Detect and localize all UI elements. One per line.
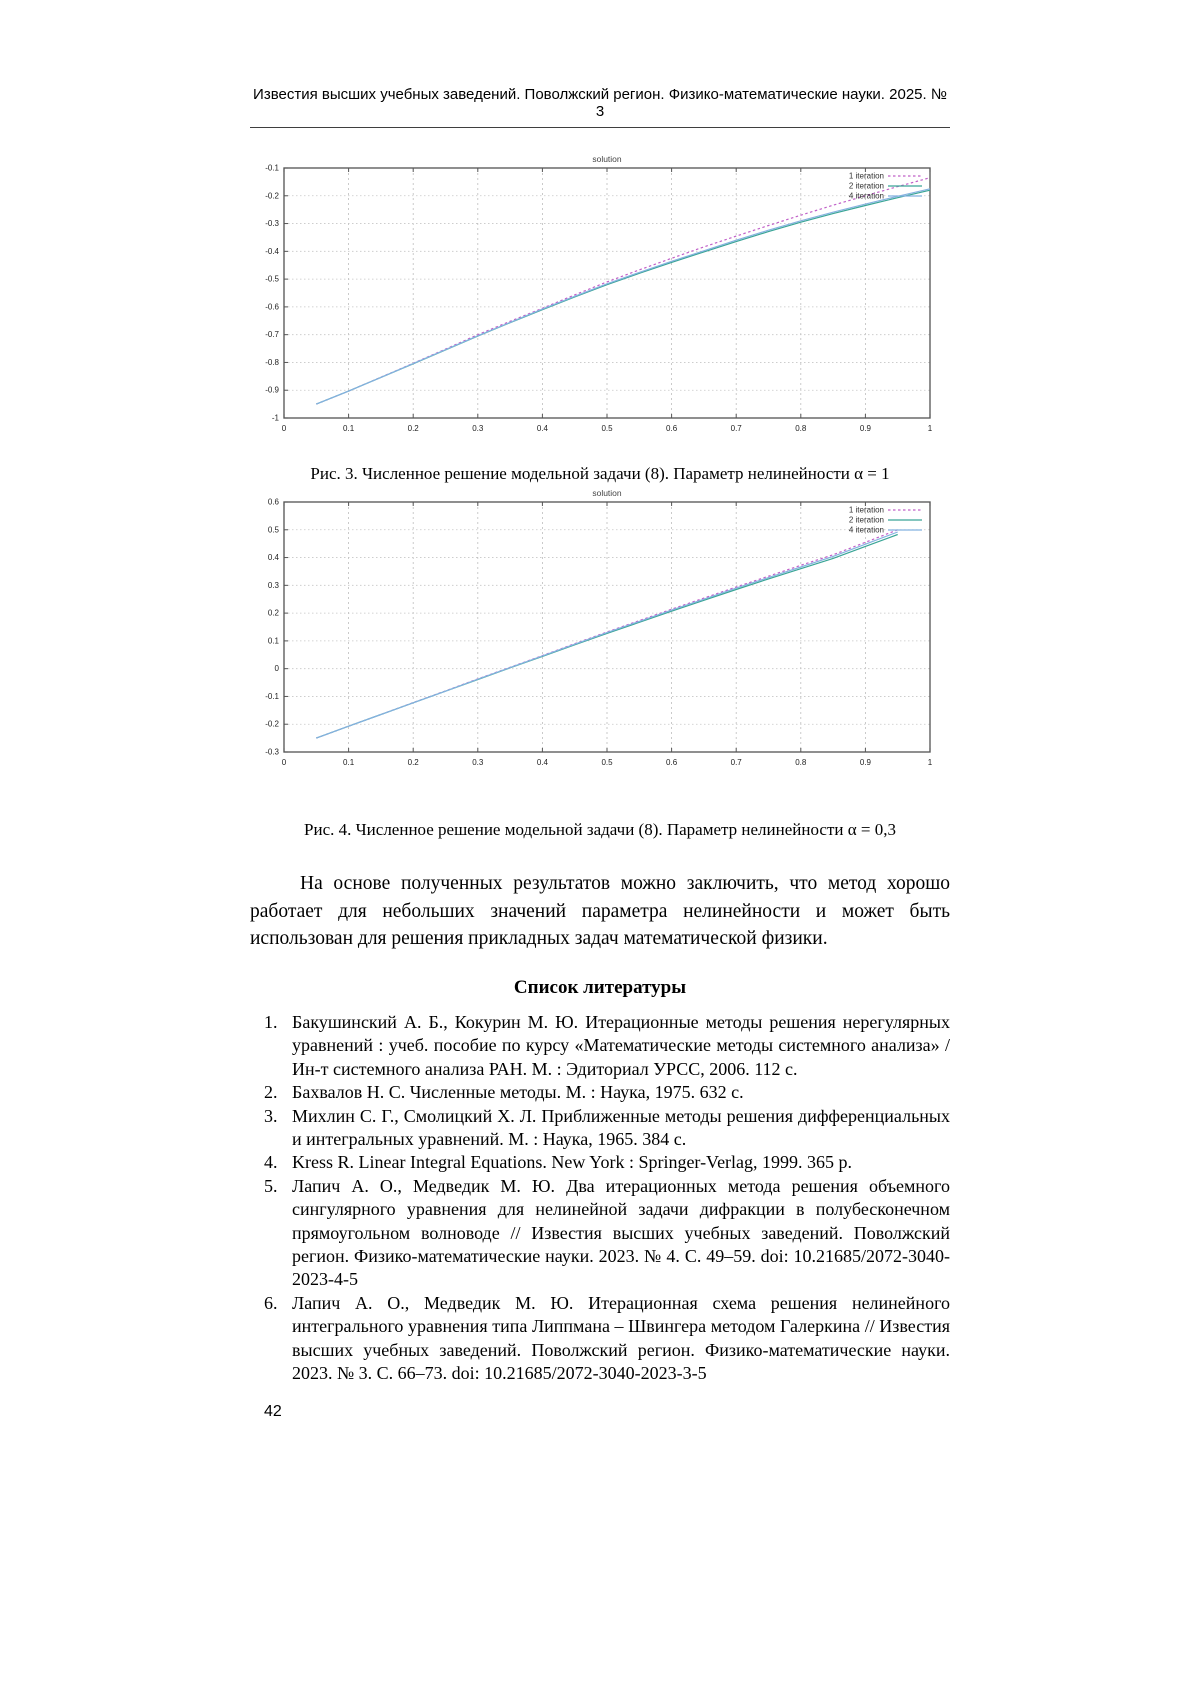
reference-item: Kress R. Linear Integral Equations. New York : Springer-Verlag, 1999. 365 p. <box>292 1152 853 1173</box>
svg-text:0.1: 0.1 <box>343 424 355 433</box>
svg-text:4 iteration: 4 iteration <box>848 191 884 201</box>
svg-text:1: 1 <box>927 758 933 767</box>
figure-3-caption: Рис. 3. Численное решение модельной задачи (8). Параметр нелинейности α = 1 <box>310 464 890 483</box>
svg-text:0.1: 0.1 <box>343 758 355 767</box>
svg-text:-0.2: -0.2 <box>265 719 279 729</box>
svg-text:-0.2: -0.2 <box>265 191 279 201</box>
svg-text:-0.5: -0.5 <box>265 274 279 284</box>
figure-3 <box>250 152 950 484</box>
svg-text:0.9: 0.9 <box>859 424 871 433</box>
svg-text:-1: -1 <box>271 413 279 423</box>
svg-text:0.3: 0.3 <box>267 580 279 590</box>
svg-text:-0.4: -0.4 <box>265 246 279 256</box>
svg-text:0.6: 0.6 <box>267 497 279 507</box>
svg-text:0.6: 0.6 <box>666 424 678 433</box>
journal-running-header: Известия высших учебных заведений. Поволжский регион. Физико-математические науки. 2025. № 3 <box>250 0 950 128</box>
references-heading: Список литературы <box>513 977 687 999</box>
svg-text:0.9: 0.9 <box>859 758 871 767</box>
reference-item: Бахвалов Н. С. Численные методы. М. : Наука, 1975. 632 с. <box>292 1082 744 1103</box>
solution-chart-alpha-1 <box>250 152 950 446</box>
svg-text:2 iteration: 2 iteration <box>848 515 884 525</box>
content-column <box>250 0 950 1421</box>
figure-4-caption: Рис. 4. Численное решение модельной задачи (8). Параметр нелинейности α = 0,3 <box>304 820 896 839</box>
svg-text:0.1: 0.1 <box>267 636 279 646</box>
svg-text:0.7: 0.7 <box>730 758 742 767</box>
svg-text:-0.1: -0.1 <box>265 691 279 701</box>
svg-text:0.4: 0.4 <box>267 553 279 563</box>
svg-text:2 iteration: 2 iteration <box>848 181 884 191</box>
svg-text:solution: solution <box>592 154 622 164</box>
svg-text:-0.7: -0.7 <box>265 330 279 340</box>
svg-text:-0.6: -0.6 <box>265 302 279 312</box>
reference-item: Лапич А. О., Медведик М. Ю. Итерационная схема решения нелинейного интегрального уравнения типа Липпмана – Швингера методом Галеркина // Известия высших учебных заведений. Поволжский регион. Физико-математические науки. 2023. № 3. С. 66–73. doi: 10.21685/2072-3040-2023-3-5 <box>292 1292 950 1383</box>
svg-text:-0.3: -0.3 <box>265 747 279 757</box>
svg-text:0: 0 <box>274 664 279 674</box>
svg-text:0.4: 0.4 <box>536 758 548 767</box>
svg-text:-0.3: -0.3 <box>265 219 279 229</box>
svg-text:0.5: 0.5 <box>601 758 613 767</box>
svg-text:-0.9: -0.9 <box>265 385 279 395</box>
svg-text:0: 0 <box>281 424 287 433</box>
svg-text:0.8: 0.8 <box>795 758 807 767</box>
svg-text:-0.8: -0.8 <box>265 357 279 367</box>
references-list <box>250 1011 950 1385</box>
svg-text:1 iteration: 1 iteration <box>848 171 884 181</box>
page-number: 42 <box>264 1403 282 1421</box>
svg-text:0.5: 0.5 <box>601 424 613 433</box>
svg-text:4 iteration: 4 iteration <box>848 525 884 535</box>
reference-item: Бакушинский А. Б., Кокурин М. Ю. Итерационные методы решения нерегулярных уравнений : учеб. пособие по курсу «Математические методы системного анализа» / Ин-т системного анализа РАН. М. : Эдиториал УРСС, 2006. 112 с. <box>292 1012 950 1079</box>
svg-text:0.8: 0.8 <box>795 424 807 433</box>
svg-text:0: 0 <box>281 758 287 767</box>
svg-text:-0.1: -0.1 <box>265 163 279 173</box>
svg-text:0.3: 0.3 <box>472 424 484 433</box>
solution-chart-alpha-03 <box>250 486 950 780</box>
svg-text:0.4: 0.4 <box>536 424 548 433</box>
svg-text:1: 1 <box>927 424 933 433</box>
svg-text:0.2: 0.2 <box>407 758 419 767</box>
reference-item: Михлин С. Г., Смолицкий Х. Л. Приближенные методы решения дифференциальных и интегральных уравнений. М. : Наука, 1965. 384 с. <box>292 1105 950 1150</box>
svg-text:0.5: 0.5 <box>267 525 279 535</box>
svg-text:0.2: 0.2 <box>407 424 419 433</box>
svg-text:1 iteration: 1 iteration <box>848 505 884 515</box>
svg-text:solution: solution <box>592 488 622 498</box>
svg-text:0.6: 0.6 <box>666 758 678 767</box>
svg-text:0.2: 0.2 <box>267 608 279 618</box>
svg-text:0.7: 0.7 <box>730 424 742 433</box>
conclusion-paragraph: На основе полученных результатов можно заключить, что метод хорошо работает для небольших значений параметра нелинейности и может быть использован для решения прикладных задач математической физики. <box>250 873 950 950</box>
svg-text:0.3: 0.3 <box>472 758 484 767</box>
figure-4 <box>250 486 950 840</box>
reference-item: Лапич А. О., Медведик М. Ю. Два итерационных метода решения объемного сингулярного уравнения для нелинейной задачи дифракции в полубесконечном прямоугольном волноводе // Известия высших учебных заведений. Поволжский регион. Физико-математические науки. 2023. № 4. С. 49–59. doi: 10.21685/2072-3040-2023-4-5 <box>292 1175 950 1290</box>
